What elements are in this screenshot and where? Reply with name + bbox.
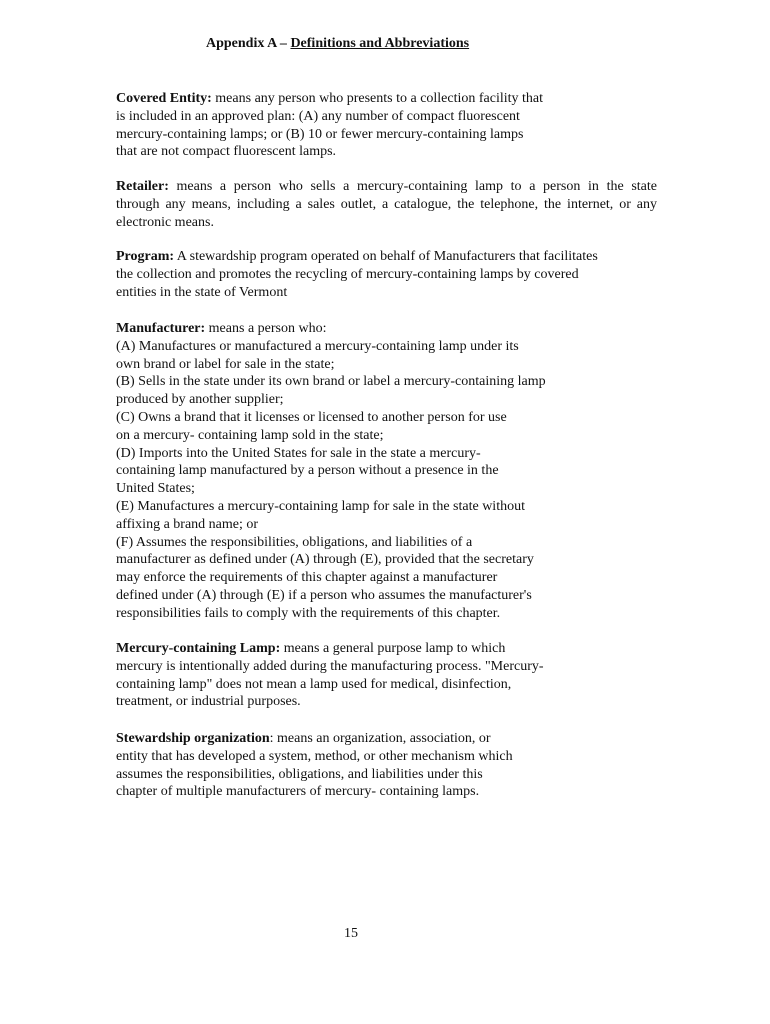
- term-covered-entity: Covered Entity:: [116, 91, 212, 106]
- definition-line: (C) Owns a brand that it licenses or licensed to another person for use: [116, 409, 507, 425]
- definition-line: containing lamp manufactured by a person without a presence in the: [116, 463, 499, 479]
- definition-line: United States;: [116, 481, 195, 497]
- definition-line: containing lamp" does not mean a lamp used for medical, disinfection,: [116, 676, 512, 692]
- definition-line: A stewardship program operated on behalf of Manufacturers that facilitates: [174, 249, 598, 264]
- definition-line: the collection and promotes the recycling of mercury-containing lamps by covered: [116, 266, 579, 282]
- definition-manufacturer: [116, 320, 546, 623]
- definition-mercury-containing-lamp: [116, 640, 544, 711]
- definition-line: assumes the responsibilities, obligations, and liabilities under this: [116, 766, 483, 782]
- definition-line: manufacturer as defined under (A) through (E), provided that the secretary: [116, 552, 534, 568]
- definition-line: is included in an approved plan: (A) any number of compact fluorescent: [116, 108, 520, 124]
- term-manufacturer: Manufacturer:: [116, 321, 206, 336]
- definition-stewardship-organization: [116, 730, 513, 801]
- definition-line: chapter of multiple manufacturers of mercury- containing lamps.: [116, 784, 480, 800]
- definition-line: electronic means.: [116, 214, 214, 230]
- term-program: Program:: [116, 249, 175, 264]
- definition-program: [116, 248, 598, 301]
- definition-line: through any means, including a sales outlet, a catalogue, the telephone, the internet, or any: [116, 196, 657, 212]
- definition-line: on a mercury- containing lamp sold in the state;: [116, 427, 384, 443]
- definition-line: entities in the state of Vermont: [116, 284, 288, 300]
- definition-line: defined under (A) through (E) if a person who assumes the manufacturer's: [116, 587, 532, 603]
- heading-underlined-title: Definitions and Abbreviations: [290, 36, 470, 51]
- definition-line: means a person who sells a mercury-containing lamp to a person in the state: [168, 179, 657, 194]
- definition-line: (B) Sells in the state under its own brand or label a mercury-containing lamp: [116, 374, 546, 390]
- page-number: 15: [344, 926, 358, 941]
- definition-line: (A) Manufactures or manufactured a mercury-containing lamp under its: [116, 338, 519, 354]
- term-retailer: Retailer:: [116, 179, 169, 194]
- page-heading: [206, 36, 469, 52]
- definition-line: own brand or label for sale in the state;: [116, 356, 335, 372]
- definition-line: responsibilities fails to comply with the requirements of this chapter.: [116, 605, 501, 621]
- heading-prefix: Appendix A –: [206, 36, 291, 51]
- definition-line: (D) Imports into the United States for sale in the state a mercury-: [116, 445, 481, 461]
- definition-line: entity that has developed a system, method, or other mechanism which: [116, 748, 513, 764]
- definition-line: mercury is intentionally added during the manufacturing process. "Mercury-: [116, 658, 544, 674]
- definition-line: may enforce the requirements of this chapter against a manufacturer: [116, 570, 498, 586]
- definition-line: (F) Assumes the responsibilities, obligations, and liabilities of a: [116, 534, 473, 550]
- definition-line: mercury-containing lamps; or (B) 10 or fewer mercury-containing lamps: [116, 126, 524, 142]
- definition-line: that are not compact fluorescent lamps.: [116, 144, 337, 160]
- definition-line: means a general purpose lamp to which: [280, 641, 506, 656]
- definition-line: : means an organization, association, or: [269, 731, 491, 746]
- definition-retailer: [116, 178, 657, 231]
- term-stewardship-organization: Stewardship organization: [116, 731, 270, 746]
- definition-line: affixing a brand name; or: [116, 516, 259, 532]
- definition-line: treatment, or industrial purposes.: [116, 694, 301, 710]
- definition-line: means a person who:: [205, 321, 327, 336]
- definition-line: means any person who presents to a collection facility that: [211, 91, 544, 106]
- term-mercury-containing-lamp: Mercury-containing Lamp:: [116, 641, 281, 656]
- definition-covered-entity: [116, 90, 543, 161]
- definition-line: produced by another supplier;: [116, 392, 284, 408]
- definition-line: (E) Manufactures a mercury-containing lamp for sale in the state without: [116, 498, 525, 514]
